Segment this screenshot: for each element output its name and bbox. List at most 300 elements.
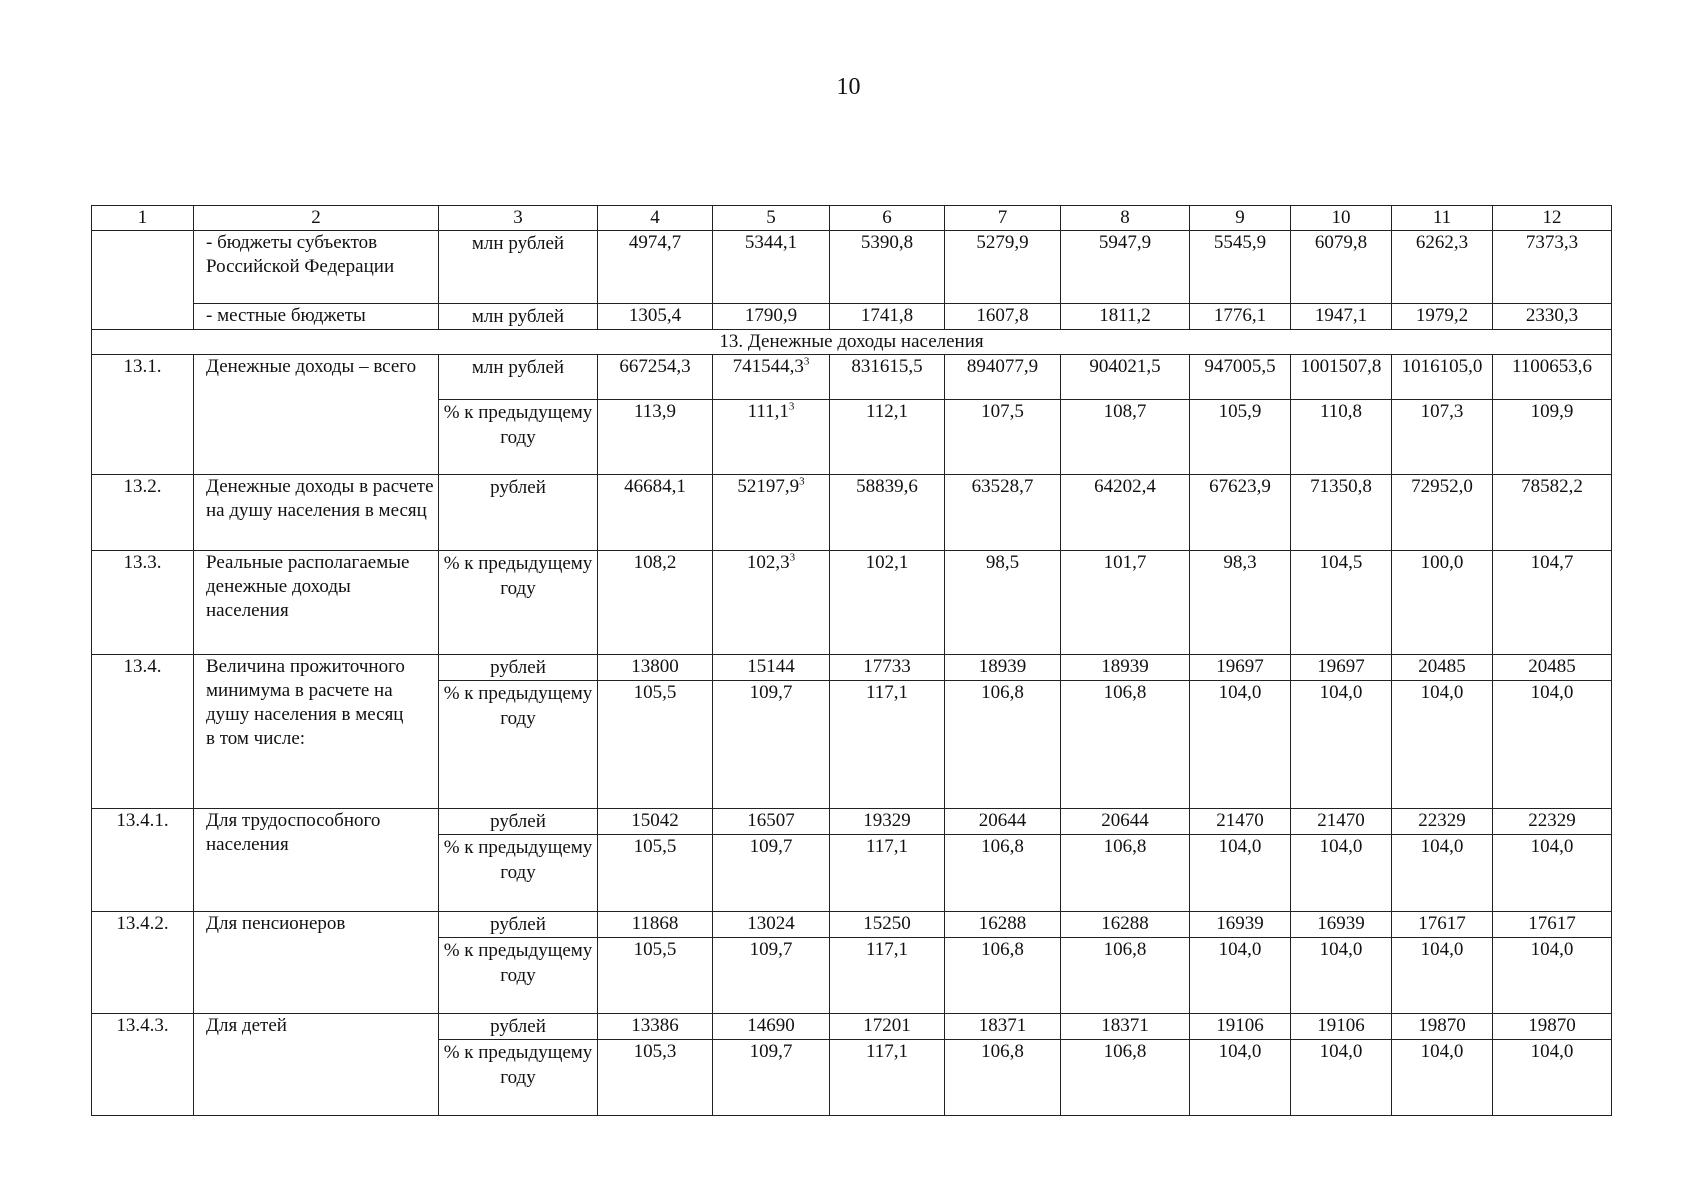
row-number: 13.4. bbox=[92, 655, 194, 809]
value-text: 19329 bbox=[863, 810, 911, 831]
value-cell bbox=[945, 355, 1061, 400]
value-cell bbox=[945, 551, 1061, 655]
value-cell bbox=[713, 551, 830, 655]
value-cell bbox=[598, 835, 713, 912]
value-cell bbox=[713, 681, 830, 809]
value-text: 112,1 bbox=[865, 401, 909, 422]
column-header: 12 bbox=[1493, 206, 1612, 231]
value-text: 104,0 bbox=[1218, 836, 1262, 857]
value-text: 20485 bbox=[1528, 656, 1576, 677]
value-text: 20485 bbox=[1418, 656, 1466, 677]
value-cell bbox=[830, 475, 945, 551]
column-header: 7 bbox=[945, 206, 1061, 231]
value-cell bbox=[1190, 355, 1291, 400]
value-text: 20644 bbox=[1101, 810, 1149, 831]
unit-cell: млн рублей bbox=[439, 304, 598, 330]
value-text: 16507 bbox=[747, 810, 795, 831]
value-text: 98,5 bbox=[985, 552, 1020, 573]
value-cell bbox=[1190, 912, 1291, 938]
value-cell bbox=[1392, 1014, 1493, 1040]
value-cell bbox=[1392, 1040, 1493, 1116]
value-text: 105,3 bbox=[633, 1041, 677, 1062]
value-cell bbox=[945, 912, 1061, 938]
value-cell bbox=[830, 355, 945, 400]
value-text: 104,7 bbox=[1530, 552, 1574, 573]
value-text: 110,8 bbox=[1319, 401, 1363, 422]
value-text: 113,9 bbox=[633, 401, 677, 422]
value-text: 105,5 bbox=[633, 836, 677, 857]
value-cell bbox=[598, 551, 713, 655]
value-text: 16288 bbox=[978, 913, 1027, 934]
value-cell bbox=[1392, 475, 1493, 551]
value-text: 117,1 bbox=[865, 1041, 909, 1062]
value-cell bbox=[1061, 681, 1190, 809]
value-text: 104,0 bbox=[1420, 939, 1464, 960]
value-text: 107,3 bbox=[1420, 401, 1464, 422]
value-text: 5344,1 bbox=[744, 232, 798, 253]
value-cell bbox=[598, 475, 713, 551]
value-text: 19106 bbox=[1317, 1015, 1365, 1036]
value-text: 5947,9 bbox=[1098, 232, 1152, 253]
value-text: 19106 bbox=[1216, 1015, 1264, 1036]
value-cell bbox=[945, 231, 1061, 304]
value-text: 14690 bbox=[747, 1015, 795, 1036]
column-header: 11 bbox=[1392, 206, 1493, 231]
footnote-marker: 3 bbox=[789, 551, 796, 564]
value-text: 20644 bbox=[978, 810, 1027, 831]
row-number: 13.4.3. bbox=[92, 1014, 194, 1116]
unit-cell: рублей bbox=[439, 809, 598, 835]
value-cell bbox=[830, 1014, 945, 1040]
indicator-label bbox=[194, 655, 439, 809]
value-text: 104,0 bbox=[1420, 682, 1464, 703]
unit-cell: рублей bbox=[439, 475, 598, 551]
column-header: 9 bbox=[1190, 206, 1291, 231]
value-cell bbox=[1392, 809, 1493, 835]
indicator-row bbox=[92, 355, 1612, 400]
value-text: 52197,9 bbox=[737, 476, 800, 497]
value-cell bbox=[1291, 1040, 1392, 1116]
value-text: 18371 bbox=[978, 1015, 1027, 1036]
value-cell bbox=[1392, 304, 1493, 330]
value-cell bbox=[713, 400, 830, 475]
column-header: 2 bbox=[194, 206, 439, 231]
value-cell bbox=[1291, 912, 1392, 938]
value-cell bbox=[1493, 809, 1612, 835]
value-text: 104,0 bbox=[1530, 682, 1574, 703]
value-text: 107,5 bbox=[981, 401, 1024, 422]
unit-cell: рублей bbox=[439, 912, 598, 938]
value-cell bbox=[1493, 938, 1612, 1014]
value-text: 67623,9 bbox=[1209, 476, 1271, 497]
value-cell bbox=[830, 912, 945, 938]
column-header: 1 bbox=[92, 206, 194, 231]
value-text: 13800 bbox=[631, 656, 679, 677]
value-text: 17617 bbox=[1528, 913, 1576, 934]
value-text: 18939 bbox=[978, 656, 1027, 677]
value-text: 71350,8 bbox=[1310, 476, 1372, 497]
value-text: 6079,8 bbox=[1314, 232, 1368, 253]
unit-cell: % к предыдущему году bbox=[439, 835, 598, 912]
value-text: 98,3 bbox=[1223, 552, 1257, 573]
value-text: 105,9 bbox=[1218, 401, 1262, 422]
value-text: 22329 bbox=[1418, 810, 1466, 831]
value-text: 13386 bbox=[631, 1015, 679, 1036]
section-title: 13. Денежные доходы населения bbox=[92, 330, 1612, 355]
value-cell bbox=[1190, 304, 1291, 330]
value-text: 109,7 bbox=[749, 1041, 793, 1062]
value-text: 106,8 bbox=[1103, 836, 1147, 857]
value-cell bbox=[1291, 231, 1392, 304]
value-text: 831615,5 bbox=[851, 356, 923, 377]
value-text: 1001507,8 bbox=[1300, 356, 1382, 377]
value-cell bbox=[713, 355, 830, 400]
value-cell bbox=[598, 355, 713, 400]
value-text: 58839,6 bbox=[856, 476, 918, 497]
value-text: 72952,0 bbox=[1411, 476, 1473, 497]
value-cell bbox=[713, 809, 830, 835]
value-cell bbox=[598, 400, 713, 475]
value-cell bbox=[713, 1040, 830, 1116]
page-number: 10 bbox=[836, 74, 861, 100]
value-text: 4974,7 bbox=[628, 232, 682, 253]
value-text: 106,8 bbox=[981, 939, 1024, 960]
value-text: 104,0 bbox=[1319, 836, 1363, 857]
value-text: 17201 bbox=[863, 1015, 911, 1036]
value-text: 1741,8 bbox=[860, 305, 914, 326]
row-number: 13.2. bbox=[92, 475, 194, 551]
value-cell bbox=[1061, 355, 1190, 400]
value-text: 108,2 bbox=[633, 552, 677, 573]
value-text: 16288 bbox=[1101, 913, 1149, 934]
value-cell bbox=[1061, 655, 1190, 681]
footnote-marker: 3 bbox=[799, 475, 805, 488]
value-cell bbox=[1190, 1014, 1291, 1040]
value-cell bbox=[598, 231, 713, 304]
section-title-row bbox=[92, 330, 1612, 355]
indicator-label bbox=[194, 1014, 439, 1116]
value-cell bbox=[713, 231, 830, 304]
value-text: 1016105,0 bbox=[1401, 356, 1483, 377]
value-cell bbox=[1061, 231, 1190, 304]
value-cell bbox=[1190, 400, 1291, 475]
value-cell bbox=[830, 551, 945, 655]
value-cell bbox=[1493, 655, 1612, 681]
value-cell bbox=[1190, 551, 1291, 655]
value-cell bbox=[1291, 475, 1392, 551]
value-cell bbox=[1291, 551, 1392, 655]
indicator-label-text: Для детей bbox=[206, 1015, 287, 1036]
indicator-label-text: Реальные располагаемые денежные доходы населения bbox=[206, 552, 410, 621]
value-text: 1979,2 bbox=[1415, 305, 1469, 326]
value-text: 1811,2 bbox=[1099, 305, 1151, 326]
value-cell bbox=[945, 400, 1061, 475]
value-cell bbox=[830, 681, 945, 809]
value-text: 5390,8 bbox=[860, 232, 914, 253]
value-text: 1776,1 bbox=[1213, 305, 1267, 326]
value-text: 18371 bbox=[1101, 1015, 1149, 1036]
value-text: 117,1 bbox=[865, 836, 909, 857]
value-cell bbox=[945, 835, 1061, 912]
value-cell bbox=[598, 912, 713, 938]
value-cell bbox=[598, 1040, 713, 1116]
unit-cell: % к предыдущему году bbox=[439, 400, 598, 475]
value-cell bbox=[1493, 475, 1612, 551]
value-cell bbox=[1061, 551, 1190, 655]
value-text: 13024 bbox=[747, 913, 795, 934]
value-text: 109,7 bbox=[749, 836, 793, 857]
value-cell bbox=[1190, 835, 1291, 912]
value-text: 7373,3 bbox=[1525, 232, 1579, 253]
value-cell bbox=[1291, 681, 1392, 809]
value-cell bbox=[1392, 938, 1493, 1014]
indicator-row bbox=[92, 655, 1612, 681]
value-text: 2330,3 bbox=[1525, 305, 1579, 326]
value-cell bbox=[1291, 938, 1392, 1014]
value-text: 100,0 bbox=[1420, 552, 1464, 573]
indicator-row bbox=[92, 809, 1612, 835]
value-cell bbox=[1493, 231, 1612, 304]
value-text: 667254,3 bbox=[619, 356, 691, 377]
value-cell bbox=[598, 681, 713, 809]
column-header: 8 bbox=[1061, 206, 1190, 231]
row-number: 13.4.2. bbox=[92, 912, 194, 1014]
value-cell bbox=[713, 1014, 830, 1040]
budget-row bbox=[92, 304, 1612, 330]
value-text: 117,1 bbox=[865, 939, 909, 960]
value-cell bbox=[1392, 400, 1493, 475]
value-cell bbox=[1493, 1014, 1612, 1040]
value-cell bbox=[945, 938, 1061, 1014]
value-cell bbox=[1493, 355, 1612, 400]
value-text: 104,0 bbox=[1420, 836, 1464, 857]
value-text: 108,7 bbox=[1103, 401, 1147, 422]
value-text: 46684,1 bbox=[624, 476, 686, 497]
value-text: 17733 bbox=[863, 656, 911, 677]
value-cell bbox=[1061, 304, 1190, 330]
value-text: 104,0 bbox=[1530, 1041, 1574, 1062]
value-cell bbox=[1392, 912, 1493, 938]
value-cell bbox=[713, 655, 830, 681]
value-cell bbox=[598, 1014, 713, 1040]
indicator-label-text: Денежные доходы в расчете на душу населения в месяц bbox=[206, 476, 434, 521]
value-cell bbox=[830, 835, 945, 912]
value-cell bbox=[830, 400, 945, 475]
value-cell bbox=[1190, 231, 1291, 304]
row-label: - местные бюджеты bbox=[194, 304, 439, 330]
value-cell bbox=[1061, 400, 1190, 475]
indicator-row bbox=[92, 912, 1612, 938]
indicator-label bbox=[194, 809, 439, 912]
value-text: 11868 bbox=[631, 913, 679, 934]
value-text: 1947,1 bbox=[1314, 305, 1368, 326]
budget-row bbox=[92, 231, 1612, 304]
value-cell bbox=[598, 655, 713, 681]
value-cell bbox=[1493, 551, 1612, 655]
value-cell bbox=[1291, 304, 1392, 330]
value-cell bbox=[1061, 1014, 1190, 1040]
indicator-row bbox=[92, 1014, 1612, 1040]
value-cell bbox=[1061, 809, 1190, 835]
value-text: 106,8 bbox=[981, 1041, 1024, 1062]
value-text: 78582,2 bbox=[1521, 476, 1583, 497]
value-text: 741544,3 bbox=[732, 356, 804, 377]
value-text: 109,7 bbox=[749, 682, 793, 703]
value-text: 104,0 bbox=[1319, 939, 1363, 960]
value-text: 102,3 bbox=[746, 552, 790, 573]
value-cell bbox=[1493, 1040, 1612, 1116]
value-text: 104,0 bbox=[1218, 1041, 1262, 1062]
value-text: 104,0 bbox=[1218, 939, 1262, 960]
value-text: 6262,3 bbox=[1415, 232, 1469, 253]
value-text: 18939 bbox=[1101, 656, 1149, 677]
value-cell bbox=[1392, 355, 1493, 400]
value-text: 104,0 bbox=[1218, 682, 1262, 703]
value-text: 105,5 bbox=[633, 682, 677, 703]
value-cell bbox=[598, 304, 713, 330]
indicator-row bbox=[92, 551, 1612, 655]
value-text: 947005,5 bbox=[1204, 356, 1276, 377]
value-cell bbox=[1392, 835, 1493, 912]
value-text: 1100653,6 bbox=[1511, 356, 1593, 377]
value-cell bbox=[830, 809, 945, 835]
value-cell bbox=[1190, 938, 1291, 1014]
value-cell bbox=[945, 304, 1061, 330]
value-text: 1790,9 bbox=[744, 305, 798, 326]
value-text: 15250 bbox=[863, 913, 911, 934]
value-text: 106,8 bbox=[1103, 939, 1147, 960]
value-cell bbox=[945, 1040, 1061, 1116]
value-cell bbox=[1392, 231, 1493, 304]
indicator-label bbox=[194, 355, 439, 475]
value-text: 104,0 bbox=[1530, 836, 1574, 857]
value-cell bbox=[598, 938, 713, 1014]
unit-cell: % к предыдущему году bbox=[439, 1040, 598, 1116]
value-text: 63528,7 bbox=[971, 476, 1034, 497]
indicator-label-text: Для трудоспособного населения bbox=[206, 810, 381, 855]
value-cell bbox=[1061, 938, 1190, 1014]
indicator-label-text: Величина прожиточного минимума в расчете на душу населения в месяц bbox=[206, 656, 405, 725]
value-cell bbox=[1190, 475, 1291, 551]
value-text: 101,7 bbox=[1103, 552, 1147, 573]
value-text: 16939 bbox=[1317, 913, 1365, 934]
footnote-marker: 3 bbox=[803, 355, 810, 368]
row-number: 13.3. bbox=[92, 551, 194, 655]
value-text: 5279,9 bbox=[976, 232, 1029, 253]
indicator-label bbox=[194, 551, 439, 655]
value-text: 64202,4 bbox=[1094, 476, 1156, 497]
value-cell bbox=[1493, 681, 1612, 809]
value-cell bbox=[945, 681, 1061, 809]
value-text: 19870 bbox=[1418, 1015, 1466, 1036]
value-text: 109,9 bbox=[1530, 401, 1574, 422]
value-cell bbox=[945, 655, 1061, 681]
value-text: 16939 bbox=[1216, 913, 1264, 934]
value-cell bbox=[1493, 400, 1612, 475]
value-text: 117,1 bbox=[865, 682, 909, 703]
value-cell bbox=[945, 1014, 1061, 1040]
indicator-label bbox=[194, 475, 439, 551]
value-text: 17617 bbox=[1418, 913, 1466, 934]
value-cell bbox=[830, 231, 945, 304]
indicator-label bbox=[194, 912, 439, 1014]
column-header: 5 bbox=[713, 206, 830, 231]
value-text: 1607,8 bbox=[976, 305, 1029, 326]
row-label: - бюджеты субъектов Российской Федерации bbox=[194, 231, 439, 304]
value-cell bbox=[713, 835, 830, 912]
footnote-marker: 3 bbox=[788, 400, 795, 413]
value-cell bbox=[1190, 655, 1291, 681]
unit-cell: % к предыдущему году bbox=[439, 551, 598, 655]
value-text: 104,0 bbox=[1530, 939, 1574, 960]
value-text: 104,0 bbox=[1319, 1041, 1363, 1062]
value-text: 1305,4 bbox=[628, 305, 682, 326]
value-text: 106,8 bbox=[1103, 1041, 1147, 1062]
unit-cell: рублей bbox=[439, 655, 598, 681]
unit-cell: млн рублей bbox=[439, 355, 598, 400]
value-cell bbox=[1392, 551, 1493, 655]
value-cell bbox=[945, 475, 1061, 551]
column-header: 6 bbox=[830, 206, 945, 231]
value-text: 22329 bbox=[1528, 810, 1576, 831]
value-cell bbox=[1190, 1040, 1291, 1116]
indicator-label-text: Для пенсионеров bbox=[206, 913, 346, 934]
value-cell bbox=[1190, 809, 1291, 835]
value-text: 105,5 bbox=[633, 939, 677, 960]
indicator-row bbox=[92, 475, 1612, 551]
value-cell bbox=[945, 809, 1061, 835]
value-cell bbox=[713, 912, 830, 938]
value-cell bbox=[1291, 655, 1392, 681]
value-cell bbox=[713, 475, 830, 551]
value-cell bbox=[1291, 355, 1392, 400]
value-cell bbox=[830, 655, 945, 681]
value-text: 102,1 bbox=[865, 552, 909, 573]
value-text: 111,1 bbox=[747, 401, 789, 422]
value-cell bbox=[1291, 809, 1392, 835]
unit-cell: млн рублей bbox=[439, 231, 598, 304]
value-cell bbox=[1392, 655, 1493, 681]
value-cell bbox=[1061, 835, 1190, 912]
value-text: 904021,5 bbox=[1089, 356, 1161, 377]
value-text: 104,0 bbox=[1420, 1041, 1464, 1062]
value-text: 15144 bbox=[747, 656, 795, 677]
value-cell bbox=[1493, 912, 1612, 938]
row-number: 13.1. bbox=[92, 355, 194, 475]
value-cell bbox=[1493, 835, 1612, 912]
value-text: 106,8 bbox=[981, 836, 1024, 857]
unit-cell: рублей bbox=[439, 1014, 598, 1040]
value-text: 5545,9 bbox=[1213, 232, 1267, 253]
value-text: 104,0 bbox=[1319, 682, 1363, 703]
column-header: 10 bbox=[1291, 206, 1392, 231]
value-cell bbox=[1061, 475, 1190, 551]
value-cell bbox=[1291, 1014, 1392, 1040]
value-cell bbox=[830, 1040, 945, 1116]
value-text: 104,5 bbox=[1319, 552, 1363, 573]
indicator-label-text: Денежные доходы – всего bbox=[206, 356, 417, 377]
value-cell bbox=[1392, 681, 1493, 809]
value-cell bbox=[1061, 912, 1190, 938]
value-cell bbox=[1291, 400, 1392, 475]
unit-cell: % к предыдущему году bbox=[439, 681, 598, 809]
value-cell bbox=[713, 304, 830, 330]
value-cell bbox=[1493, 304, 1612, 330]
row-number-cell bbox=[92, 231, 194, 330]
value-text: 109,7 bbox=[749, 939, 793, 960]
column-header: 3 bbox=[439, 206, 598, 231]
value-cell bbox=[713, 938, 830, 1014]
